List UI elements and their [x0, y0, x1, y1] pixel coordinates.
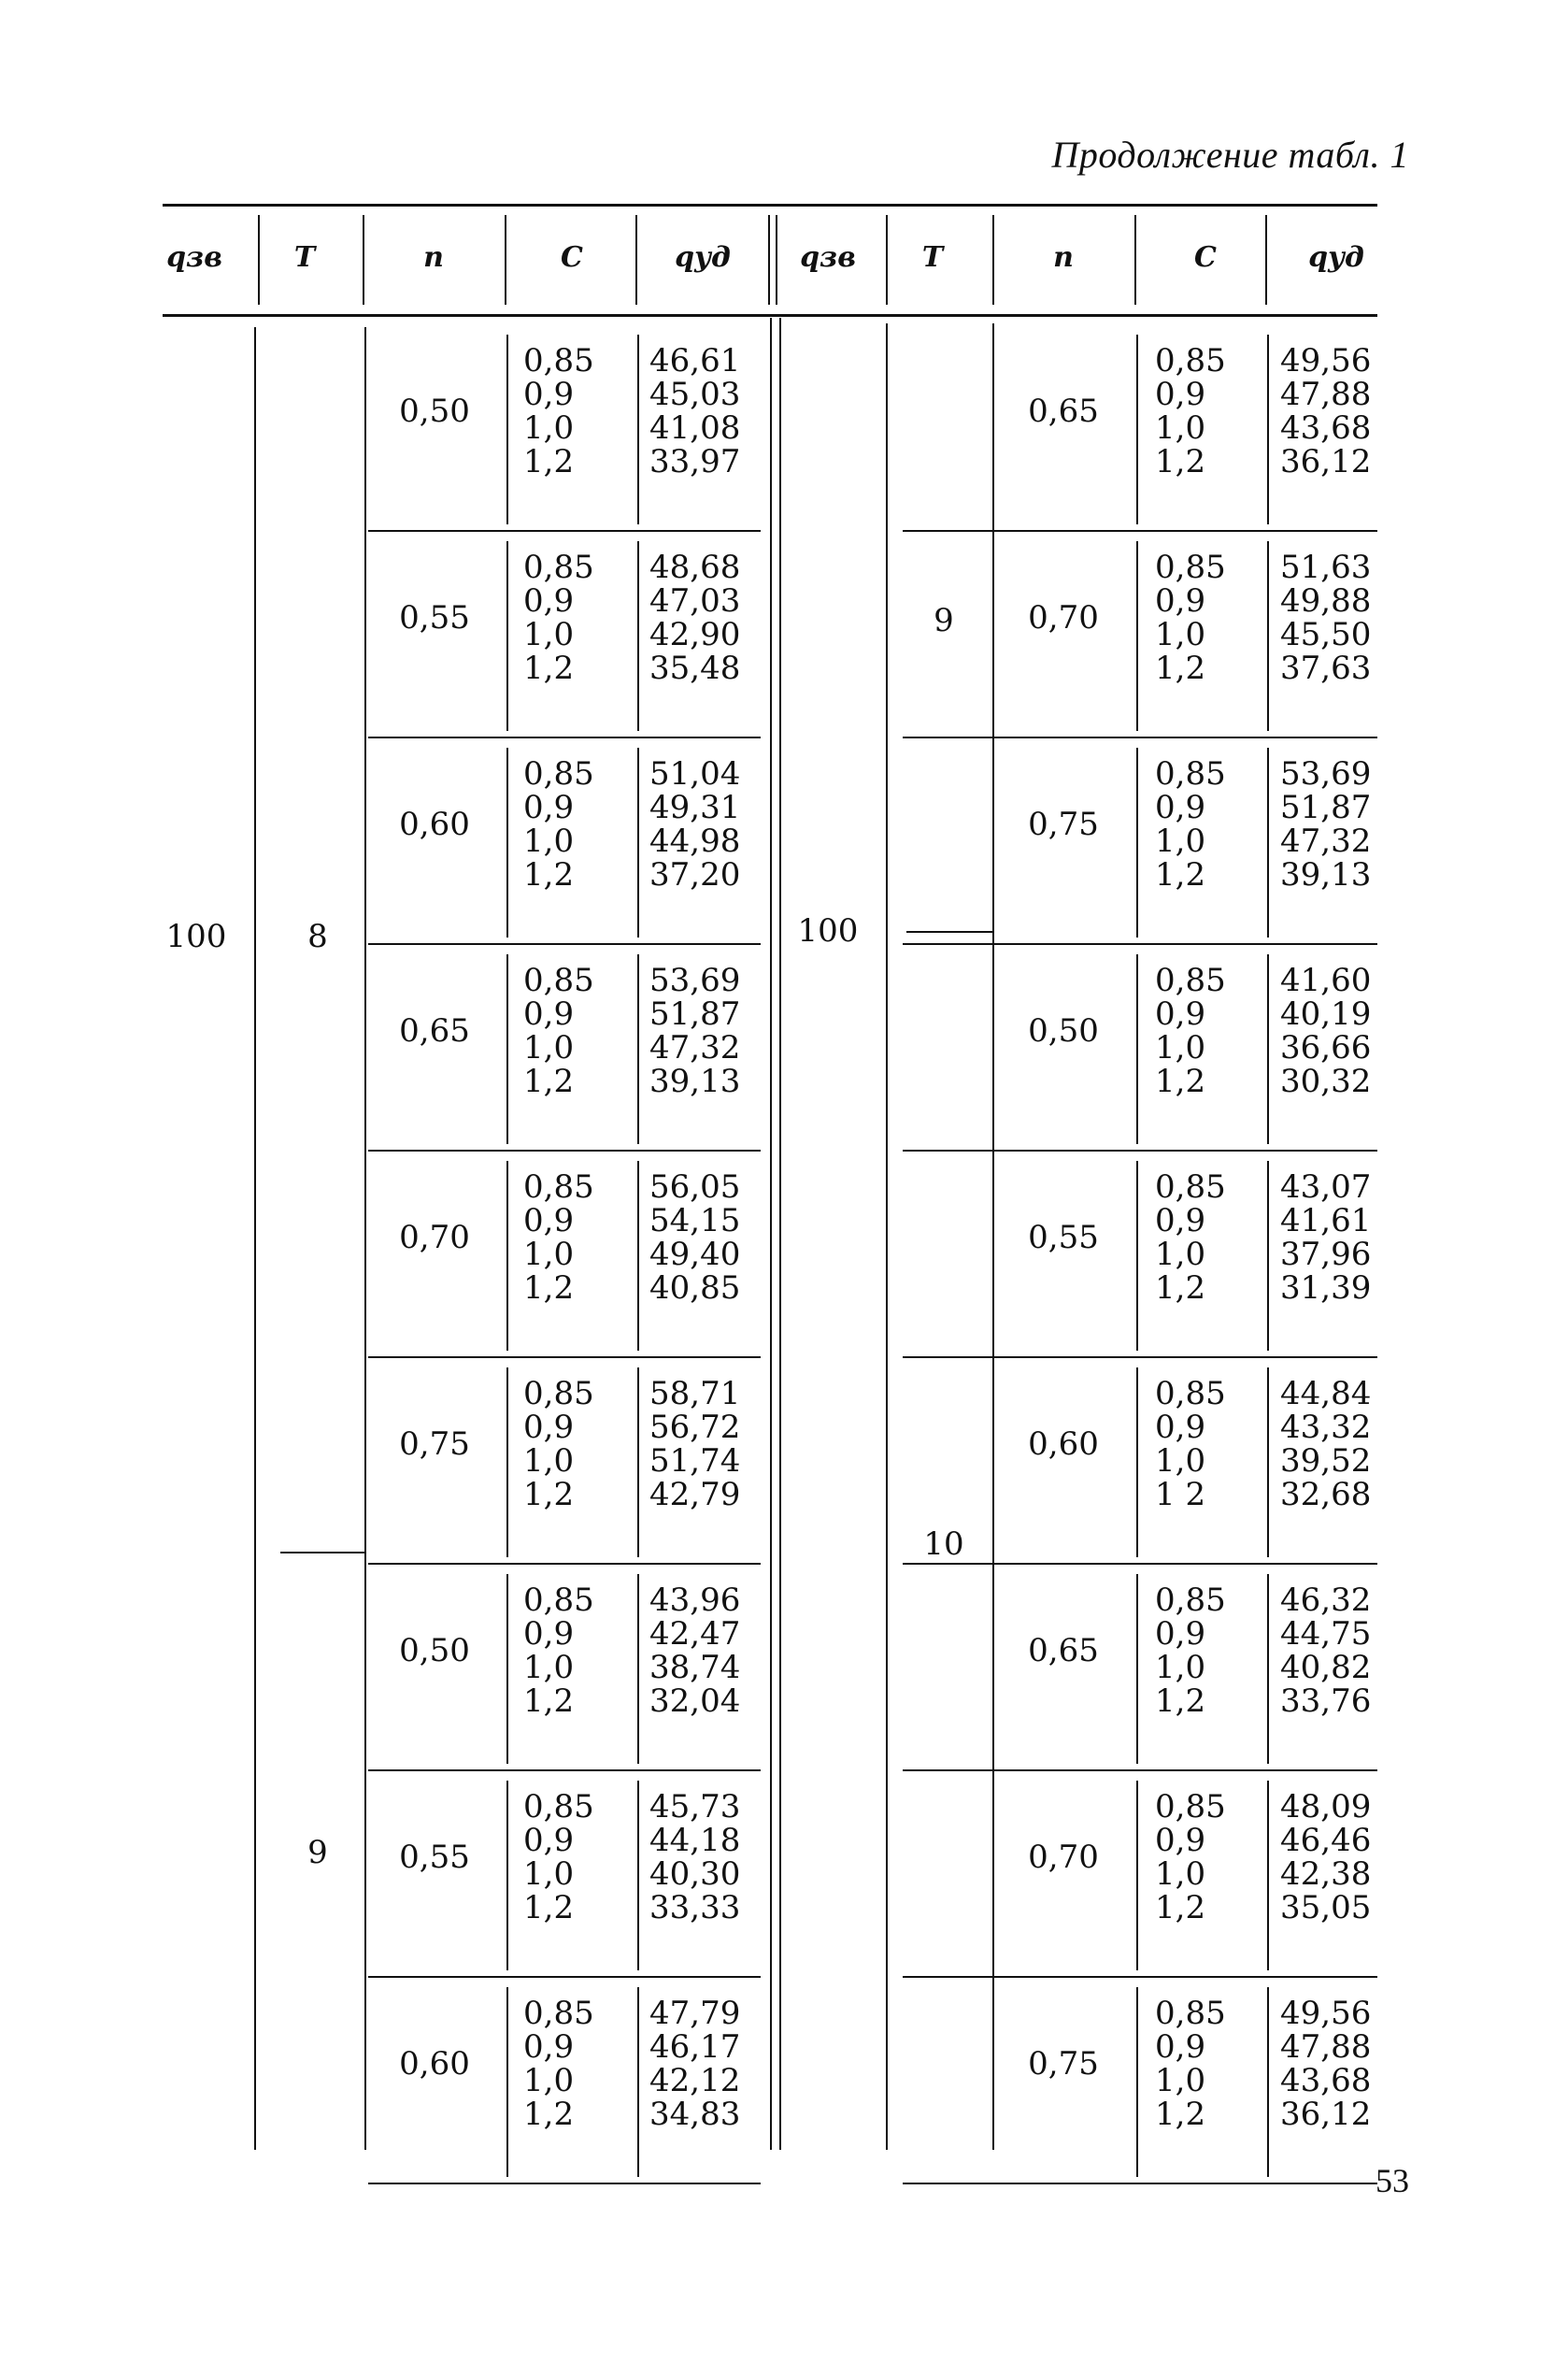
c-value: 0,9 [1155, 376, 1206, 413]
cell-divider [1136, 954, 1138, 1144]
cell-divider [1136, 1367, 1138, 1557]
header-C-right: C [1194, 241, 1217, 274]
qud-value: 44,75 [1280, 1615, 1372, 1653]
c-value: 1,0 [1155, 616, 1206, 653]
c-value: 1,2 [523, 1682, 575, 1720]
c-value: 1,0 [1155, 823, 1206, 860]
T-value-left-1: 8 [307, 918, 328, 955]
c-value: 1,2 [523, 1889, 575, 1926]
qud-value: 51,63 [1280, 549, 1372, 586]
group-separator [906, 931, 994, 933]
c-value: 0,9 [1155, 995, 1206, 1033]
qud-value: 41,08 [649, 409, 741, 447]
q-values [1280, 344, 1371, 479]
c-value: 0,85 [1155, 342, 1226, 379]
qud-value: 43,32 [1280, 1409, 1372, 1446]
c-value: 1,0 [1155, 1649, 1206, 1686]
group-separator [280, 1552, 366, 1553]
body-divider [364, 327, 366, 2150]
c-value: 1,2 [1155, 856, 1206, 894]
q-values [649, 757, 740, 892]
n-value: 0,65 [1028, 1632, 1099, 1669]
header-qud-right: qуд [1308, 241, 1364, 274]
qud-value: 48,09 [1280, 1788, 1372, 1825]
c-value: 0,85 [1155, 1788, 1226, 1825]
qud-value: 49,56 [1280, 342, 1372, 379]
qud-value: 53,69 [1280, 755, 1372, 793]
qud-value: 36,12 [1280, 443, 1372, 480]
c-values [523, 1170, 594, 1305]
header-divider [363, 215, 364, 305]
c-value: 0,85 [1155, 549, 1226, 586]
cell-divider [506, 1367, 508, 1557]
q-values [649, 1170, 740, 1305]
body-divider [779, 318, 781, 2150]
qud-value: 36,12 [1280, 2096, 1372, 2133]
qud-value: 32,68 [1280, 1476, 1372, 1513]
cell-divider [1267, 335, 1269, 524]
qud-value: 47,32 [649, 1029, 741, 1066]
c-value: 0,85 [523, 1788, 594, 1825]
c-value: 0,85 [523, 1582, 594, 1619]
cell-divider [1136, 1781, 1138, 1970]
q-values [649, 1583, 740, 1718]
qud-value: 36,66 [1280, 1029, 1372, 1066]
qud-value: 51,87 [1280, 789, 1372, 826]
qud-value: 31,39 [1280, 1269, 1372, 1307]
qud-value: 40,85 [649, 1269, 741, 1307]
q-values [649, 344, 740, 479]
qud-value: 47,79 [649, 1995, 741, 2032]
q-values [649, 1997, 740, 2131]
table-top-rule [163, 204, 1377, 207]
c-value: 0,9 [1155, 582, 1206, 620]
T-value-right-1: 9 [934, 602, 954, 639]
c-value: 1 2 [1155, 1476, 1206, 1513]
c-value: 0,9 [523, 1615, 575, 1653]
qud-value: 39,13 [649, 1063, 741, 1100]
qud-value: 35,48 [649, 650, 741, 687]
qud-value: 37,96 [1280, 1236, 1372, 1273]
n-value: 0,60 [399, 806, 470, 843]
qud-value: 44,98 [649, 823, 741, 860]
qud-value: 33,97 [649, 443, 741, 480]
cell-divider [1267, 1781, 1269, 1970]
c-value: 0,85 [523, 1995, 594, 2032]
qud-value: 51,04 [649, 755, 741, 793]
c-value: 0,85 [1155, 1995, 1226, 2032]
c-value: 1,0 [523, 409, 575, 447]
row-separator [903, 530, 1377, 532]
cell-divider [637, 1161, 639, 1351]
cell-divider [1267, 1574, 1269, 1764]
cell-divider [506, 335, 508, 524]
qud-value: 47,88 [1280, 2028, 1372, 2066]
c-value: 1,2 [523, 1269, 575, 1307]
cell-divider [1136, 541, 1138, 731]
c-values [523, 1583, 594, 1718]
c-value: 1,2 [523, 1476, 575, 1513]
c-values [1155, 1170, 1226, 1305]
c-value: 0,9 [523, 376, 575, 413]
qud-value: 49,56 [1280, 1995, 1372, 2032]
row-separator [368, 737, 761, 738]
c-values [1155, 1377, 1226, 1511]
n-value: 0,65 [1028, 393, 1099, 430]
n-value: 0,75 [1028, 2045, 1099, 2083]
c-value: 1,0 [523, 1649, 575, 1686]
c-value: 1,2 [1155, 443, 1206, 480]
cell-divider [637, 1987, 639, 2177]
c-value: 1,0 [523, 1029, 575, 1066]
n-value: 0,75 [1028, 806, 1099, 843]
row-separator [903, 737, 1377, 738]
header-q-left: qзв [166, 241, 222, 274]
cell-divider [1136, 748, 1138, 938]
cell-divider [637, 748, 639, 938]
c-values [523, 1377, 594, 1511]
c-value: 1,0 [523, 1855, 575, 1893]
c-value: 0,85 [523, 1168, 594, 1206]
body-divider [770, 318, 772, 2150]
c-values [1155, 344, 1226, 479]
header-divider [768, 215, 770, 305]
c-value: 1,2 [1155, 650, 1206, 687]
qud-value: 43,68 [1280, 2062, 1372, 2099]
qud-value: 58,71 [649, 1375, 741, 1412]
row-separator [903, 1563, 1377, 1565]
c-values [523, 757, 594, 892]
body-divider [992, 323, 994, 2150]
c-values [1155, 757, 1226, 892]
c-value: 0,85 [1155, 1582, 1226, 1619]
c-value: 0,9 [523, 1202, 575, 1239]
n-value: 0,60 [399, 2045, 470, 2083]
c-value: 0,9 [1155, 789, 1206, 826]
qud-value: 49,40 [649, 1236, 741, 1273]
qud-value: 30,32 [1280, 1063, 1372, 1100]
row-separator [368, 943, 761, 945]
c-value: 0,9 [523, 582, 575, 620]
cell-divider [1136, 335, 1138, 524]
qud-value: 34,83 [649, 2096, 741, 2133]
page-number: 53 [1376, 2162, 1409, 2199]
c-value: 1,2 [1155, 1269, 1206, 1307]
n-value: 0,50 [1028, 1012, 1099, 1050]
c-values [1155, 1583, 1226, 1718]
qud-value: 51,74 [649, 1442, 741, 1480]
n-value: 0,55 [399, 599, 470, 637]
c-value: 0,9 [523, 995, 575, 1033]
header-divider [258, 215, 260, 305]
q-values [1280, 551, 1371, 685]
body-divider [886, 323, 888, 2150]
cell-divider [1267, 748, 1269, 938]
q-values [1280, 1790, 1371, 1925]
q-values [1280, 1997, 1371, 2131]
c-value: 1,2 [523, 650, 575, 687]
c-values [1155, 551, 1226, 685]
qud-value: 46,17 [649, 2028, 741, 2066]
c-value: 0,85 [523, 549, 594, 586]
c-value: 1,2 [523, 1063, 575, 1100]
qud-value: 40,19 [1280, 995, 1372, 1033]
row-separator [903, 943, 1377, 945]
c-value: 1,0 [1155, 1442, 1206, 1480]
qud-value: 45,50 [1280, 616, 1372, 653]
c-value: 1,2 [1155, 1889, 1206, 1926]
T-value-left-2: 9 [307, 1834, 328, 1871]
c-value: 0,85 [1155, 755, 1226, 793]
c-value: 1,2 [1155, 1063, 1206, 1100]
c-values [1155, 1997, 1226, 2131]
c-values [523, 1997, 594, 2131]
header-divider [505, 215, 506, 305]
header-T-right: T [921, 241, 944, 274]
row-separator [903, 1769, 1377, 1771]
c-value: 1,0 [523, 1442, 575, 1480]
c-value: 0,9 [1155, 2028, 1206, 2066]
c-value: 0,85 [523, 1375, 594, 1412]
row-separator [368, 530, 761, 532]
qud-value: 41,61 [1280, 1202, 1372, 1239]
row-separator [903, 2183, 1377, 2184]
n-value: 0,55 [399, 1839, 470, 1876]
header-n-right: n [1053, 241, 1074, 274]
qud-value: 46,32 [1280, 1582, 1372, 1619]
row-separator [903, 1150, 1377, 1152]
q-values [649, 551, 740, 685]
qud-value: 53,69 [649, 962, 741, 999]
c-value: 0,9 [523, 2028, 575, 2066]
cell-divider [637, 335, 639, 524]
qud-value: 35,05 [1280, 1889, 1372, 1926]
q-values [1280, 964, 1371, 1098]
c-value: 0,9 [1155, 1409, 1206, 1446]
c-value: 1,2 [523, 443, 575, 480]
n-value: 0,50 [399, 1632, 470, 1669]
row-separator [368, 1150, 761, 1152]
header-C-left: C [561, 241, 583, 274]
qud-value: 37,63 [1280, 650, 1372, 687]
c-value: 0,85 [1155, 1168, 1226, 1206]
c-values [523, 964, 594, 1098]
qud-value: 47,32 [1280, 823, 1372, 860]
cell-divider [506, 1987, 508, 2177]
qud-value: 39,52 [1280, 1442, 1372, 1480]
qud-value: 45,73 [649, 1788, 741, 1825]
qud-value: 49,31 [649, 789, 741, 826]
c-value: 1,0 [1155, 1236, 1206, 1273]
qud-value: 40,30 [649, 1855, 741, 1893]
c-value: 0,85 [523, 755, 594, 793]
qud-value: 40,82 [1280, 1649, 1372, 1686]
cell-divider [637, 954, 639, 1144]
qud-value: 41,60 [1280, 962, 1372, 999]
c-value: 0,85 [523, 342, 594, 379]
c-value: 1,0 [523, 823, 575, 860]
q-values [1280, 757, 1371, 892]
c-value: 0,9 [523, 789, 575, 826]
qud-value: 37,20 [649, 856, 741, 894]
qud-value: 56,05 [649, 1168, 741, 1206]
qud-value: 46,46 [1280, 1822, 1372, 1859]
c-values [1155, 964, 1226, 1098]
cell-divider [1136, 1161, 1138, 1351]
row-separator [368, 1356, 761, 1358]
c-value: 0,85 [523, 962, 594, 999]
qud-value: 33,33 [649, 1889, 741, 1926]
qud-value: 32,04 [649, 1682, 741, 1720]
header-divider [776, 215, 777, 305]
c-value: 1,0 [1155, 2062, 1206, 2099]
header-n-left: n [423, 241, 444, 274]
n-value: 0,55 [1028, 1219, 1099, 1256]
c-value: 1,0 [1155, 409, 1206, 447]
header-divider [886, 215, 888, 305]
qud-value: 45,03 [649, 376, 741, 413]
cell-divider [506, 541, 508, 731]
qud-value: 44,84 [1280, 1375, 1372, 1412]
cell-divider [637, 541, 639, 731]
c-value: 1,0 [523, 1236, 575, 1273]
qud-value: 47,03 [649, 582, 741, 620]
c-value: 0,85 [1155, 1375, 1226, 1412]
cell-divider [506, 1161, 508, 1351]
cell-divider [506, 1781, 508, 1970]
row-separator [368, 1769, 761, 1771]
header-divider [1265, 215, 1267, 305]
n-value: 0,70 [399, 1219, 470, 1256]
cell-divider [1136, 1987, 1138, 2177]
c-value: 1,2 [523, 856, 575, 894]
qud-value: 43,68 [1280, 409, 1372, 447]
qud-value: 33,76 [1280, 1682, 1372, 1720]
cell-divider [1267, 1987, 1269, 2177]
c-value: 0,85 [1155, 962, 1226, 999]
cell-divider [1267, 541, 1269, 731]
qud-value: 42,90 [649, 616, 741, 653]
cell-divider [506, 954, 508, 1144]
row-separator [903, 1356, 1377, 1358]
q-values [649, 964, 740, 1098]
qud-value: 54,15 [649, 1202, 741, 1239]
body-divider [254, 327, 256, 2150]
cell-divider [1267, 954, 1269, 1144]
q-values [649, 1790, 740, 1925]
qud-value: 42,79 [649, 1476, 741, 1513]
c-values [523, 344, 594, 479]
c-value: 1,0 [523, 2062, 575, 2099]
cell-divider [637, 1574, 639, 1764]
q-values [1280, 1377, 1371, 1511]
qud-value: 42,47 [649, 1615, 741, 1653]
qud-value: 43,07 [1280, 1168, 1372, 1206]
q-value-left: 100 [165, 918, 227, 955]
header-T-left: T [293, 241, 316, 274]
row-separator [903, 1976, 1377, 1978]
qud-value: 42,12 [649, 2062, 741, 2099]
c-values [1155, 1790, 1226, 1925]
row-separator [368, 2183, 761, 2184]
q-values [1280, 1170, 1371, 1305]
header-divider [635, 215, 637, 305]
c-value: 1,0 [1155, 1029, 1206, 1066]
cell-divider [637, 1367, 639, 1557]
cell-divider [1267, 1161, 1269, 1351]
c-value: 1,0 [1155, 1855, 1206, 1893]
c-value: 0,9 [1155, 1615, 1206, 1653]
qud-value: 44,18 [649, 1822, 741, 1859]
c-value: 1,2 [1155, 1682, 1206, 1720]
qud-value: 38,74 [649, 1649, 741, 1686]
qud-value: 47,88 [1280, 376, 1372, 413]
qud-value: 48,68 [649, 549, 741, 586]
c-value: 1,2 [523, 2096, 575, 2133]
c-value: 0,9 [523, 1822, 575, 1859]
c-value: 1,0 [523, 616, 575, 653]
n-value: 0,70 [1028, 1839, 1099, 1876]
c-value: 0,9 [1155, 1202, 1206, 1239]
qud-value: 43,96 [649, 1582, 741, 1619]
header-divider [1134, 215, 1136, 305]
header-divider [992, 215, 994, 305]
c-value: 1,2 [1155, 2096, 1206, 2133]
qud-value: 46,61 [649, 342, 741, 379]
row-separator [368, 1976, 761, 1978]
c-value: 0,9 [523, 1409, 575, 1446]
qud-value: 39,13 [1280, 856, 1372, 894]
table-header-rule [163, 314, 1377, 317]
n-value: 0,65 [399, 1012, 470, 1050]
n-value: 0,50 [399, 393, 470, 430]
n-value: 0,70 [1028, 599, 1099, 637]
q-value-right: 100 [797, 912, 859, 950]
c-values [523, 551, 594, 685]
header-qud-left: qуд [675, 241, 731, 274]
cell-divider [506, 1574, 508, 1764]
row-separator [368, 1563, 761, 1565]
qud-value: 51,87 [649, 995, 741, 1033]
c-value: 0,9 [1155, 1822, 1206, 1859]
qud-value: 56,72 [649, 1409, 741, 1446]
c-values [523, 1790, 594, 1925]
q-values [649, 1377, 740, 1511]
qud-value: 49,88 [1280, 582, 1372, 620]
header-q-right: qзв [800, 241, 856, 274]
qud-value: 42,38 [1280, 1855, 1372, 1893]
table-caption: Продолжение табл. 1 [1051, 134, 1409, 176]
cell-divider [506, 748, 508, 938]
n-value: 0,75 [399, 1425, 470, 1463]
T-value-right-2: 10 [923, 1525, 964, 1563]
cell-divider [1267, 1367, 1269, 1557]
cell-divider [637, 1781, 639, 1970]
cell-divider [1136, 1574, 1138, 1764]
q-values [1280, 1583, 1371, 1718]
n-value: 0,60 [1028, 1425, 1099, 1463]
